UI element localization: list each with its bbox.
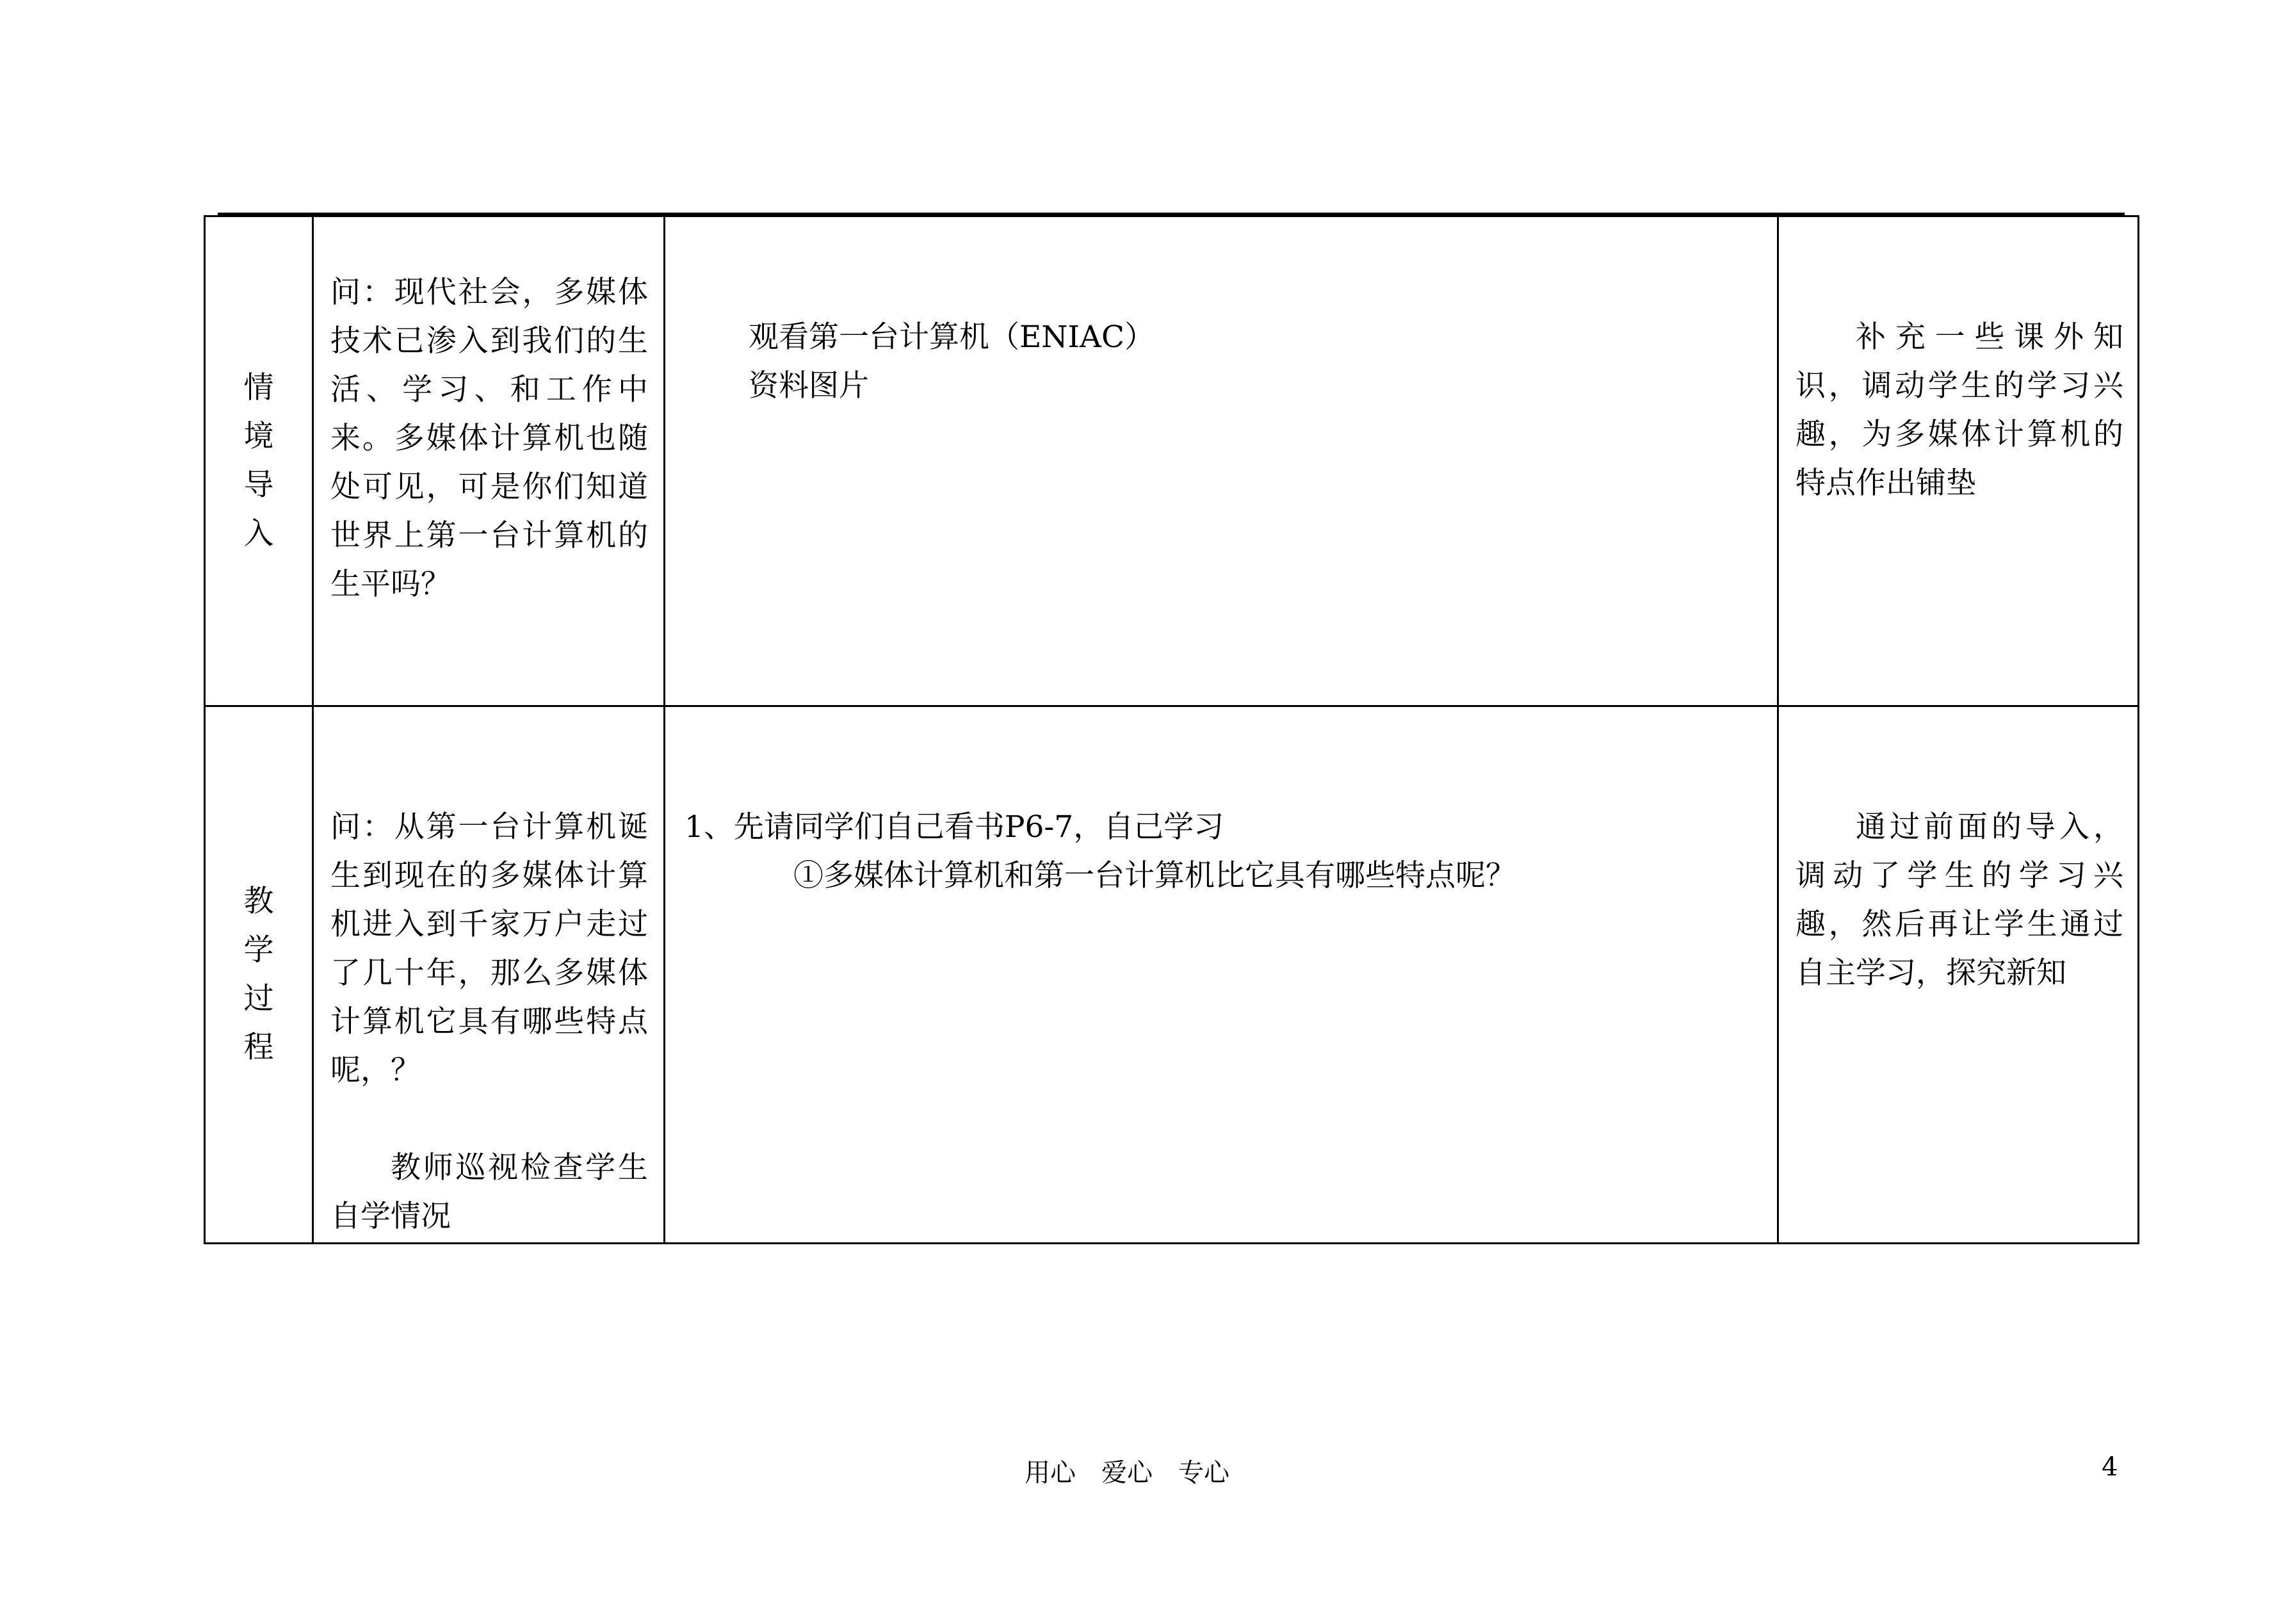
table-row [205,216,2139,706]
design-intent-cell [1778,216,2139,706]
stage-label: 教学过程 [243,884,274,1065]
page-number: 4 [2102,1452,2118,1482]
teacher-activity-cell [313,216,665,706]
teacher-activity-text: 问：从第一台计算机诞生到现在的多媒体计算机进入到千家万户走过了几十年，那么多媒体计算机它具有哪些特点呢，？ [330,809,648,1088]
design-intent-cell [1778,706,2139,1244]
stage-label: 情境导入 [243,370,274,551]
teacher-activity-text: 问：现代社会，多媒体技术已渗入到我们的生活、学习、和工作中来。多媒体计算机也随处可见，可是你们知道世界上第一台计算机的生平吗？ [330,275,648,602]
student-activity-line: 1、先请同学们自己看书P6-7，自己学习 [685,809,1224,845]
student-activity-cell [665,706,1778,1244]
lesson-plan-table [204,215,2139,1244]
student-activity-line: 资料图片 [749,368,869,403]
stage-cell [205,706,313,1244]
stage-cell [205,216,313,706]
student-activity-line: ①多媒体计算机和第一台计算机比它具有哪些特点呢？ [793,858,1516,893]
footer-motto: 用心 爱心 专心 [1025,1458,1229,1488]
table-row [205,706,2139,1244]
teacher-activity-cell [313,706,665,1244]
student-activity-cell [665,216,1778,706]
design-intent-text: 补充一些课外知识，调动学生的学习兴趣，为多媒体计算机的特点作出铺垫 [1796,320,2123,501]
teacher-activity-text: 教师巡视检查学生自学情况 [330,1150,648,1234]
design-intent-text: 通过前面的导入，调动了学生的学习兴趣，然后再让学生通过自主学习，探究新知 [1796,809,2123,991]
student-activity-line: 观看第一台计算机（ENIAC） [749,320,1155,355]
